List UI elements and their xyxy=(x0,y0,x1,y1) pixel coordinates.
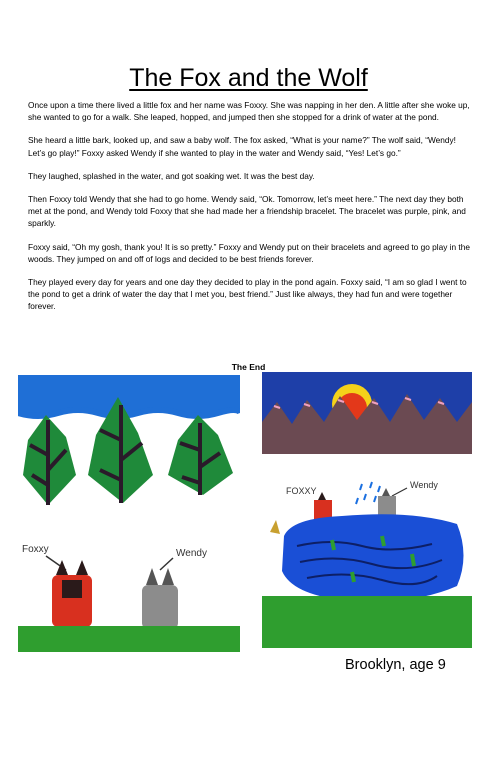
story-paragraph: Then Foxxy told Wendy that she had to go home. Wendy said, “Ok. Tomorrow, let’s meet here.” The next day they both met at the pond, and Wendy told Foxxy that she had made her a friendship bracelet. The bracelet was purple, pink, and sparkly. xyxy=(28,194,466,229)
drawing-fox-and-wolf xyxy=(18,530,240,652)
story-text xyxy=(28,99,470,324)
foxxy-label: Foxxy xyxy=(22,544,49,555)
the-end-label: The End xyxy=(231,362,266,372)
story-paragraph: Once upon a time there lived a little fox and her name was Foxxy. She was napping in her den. A little after she woke up, she wanted to go for a walk. She leaped, hopped, and jumped then she stopped for a drink of water at the pond. xyxy=(28,100,470,123)
story-paragraph: They played every day for years and one day they decided to play in the pond again. Foxxy said, “I am so glad I went to the pond to get a drink of water the day that I met you, best friend.” Just like always, they had fun and were together forever. xyxy=(28,277,467,312)
foxxy-pond-label: FOXXY xyxy=(286,486,317,496)
story-paragraph: She heard a little bark, looked up, and saw a baby wolf. The fox asked, “What is your name?” The wolf said, “Wendy! Let’s go play!” Foxxy asked Wendy if she wanted to play in the water and Wendy said, “Yes! Let’s go.” xyxy=(28,135,456,158)
wolf-figure-pond xyxy=(378,488,396,518)
author-credit: Brooklyn, age 9 xyxy=(345,657,446,673)
story-paragraph: Foxxy said, “Oh my gosh, thank you! It is so pretty.” Foxxy and Wendy put on their bracelets and agreed to go play in the woods. They jumped on and off of logs and decided to be best friends forever. xyxy=(28,241,470,264)
story-title: The Fox and the Wolf xyxy=(129,64,368,92)
fox-figure-pond xyxy=(314,492,332,520)
wolf-figure xyxy=(142,568,178,629)
water-splash xyxy=(356,482,380,504)
drawing-woods xyxy=(18,375,240,515)
story-paragraph: They laughed, splashed in the water, and got soaking wet. It was the best day. xyxy=(28,170,315,181)
drawing-sunset-mountains xyxy=(262,372,472,454)
wendy-pond-label: Wendy xyxy=(410,480,438,490)
wendy-label: Wendy xyxy=(176,548,207,559)
pond xyxy=(282,514,464,601)
fox-figure xyxy=(52,560,92,627)
drawing-pond xyxy=(262,476,472,648)
tree xyxy=(23,415,76,505)
tree xyxy=(168,415,233,495)
